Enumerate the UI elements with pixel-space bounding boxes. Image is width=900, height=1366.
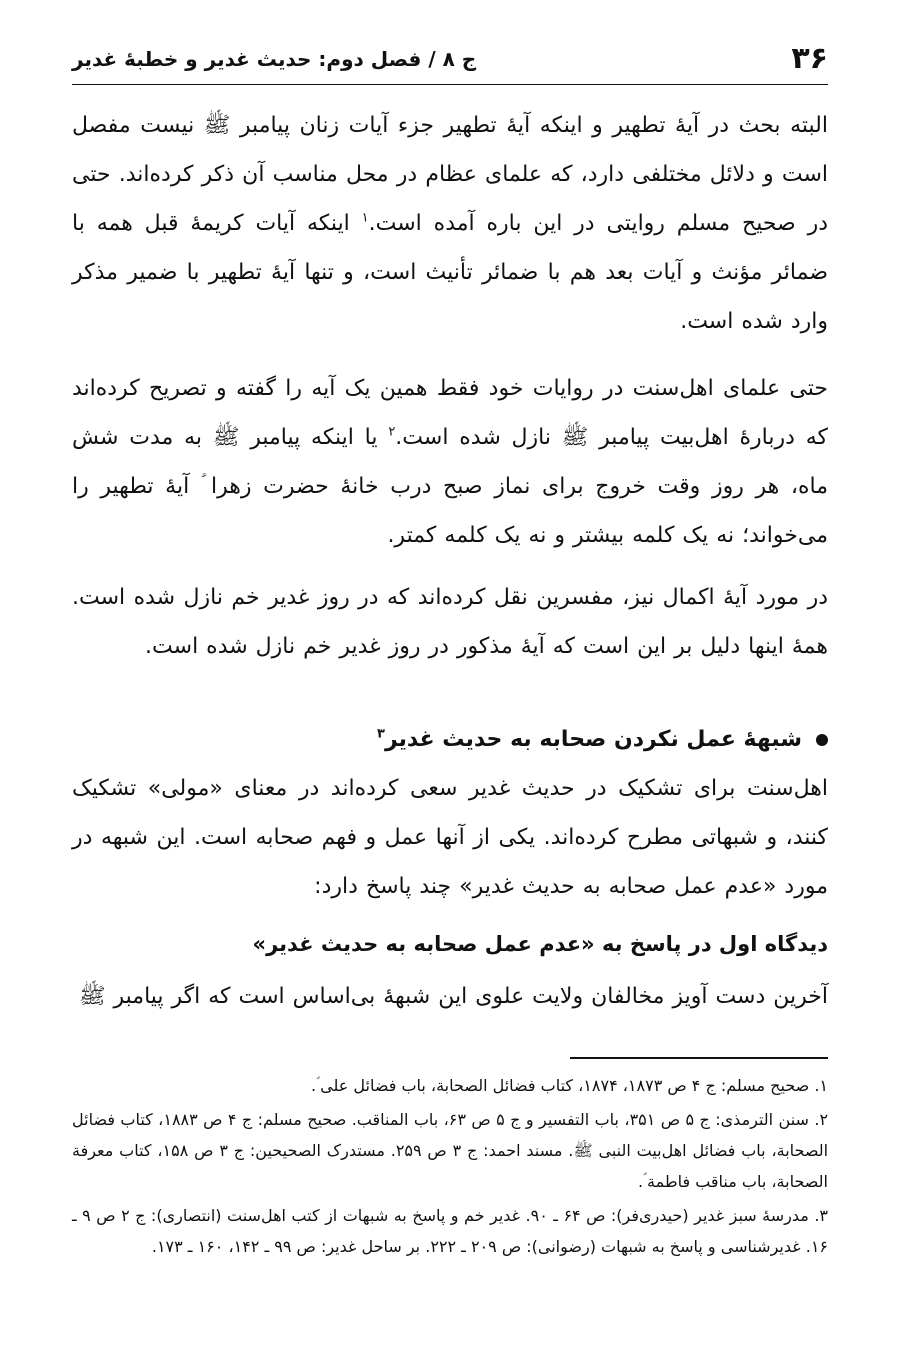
footnote-ref-3[interactable]: ۳ xyxy=(377,726,385,742)
footnote-ref-2[interactable]: ۲ xyxy=(388,424,396,440)
footnote-ref-1[interactable]: ۱ xyxy=(361,210,369,226)
body-paragraph-1: البته بحث در آیۀ تطهیر و اینکه آیۀ تطهیر جزء آیات زنان پیامبر ﷺ نیست مفصل است و دلائل مختلفی دارد، که علمای عظام در محل مناسب آن ذکر کرده‌اند. حتی در صحیح مسلم روایتی در این باره آمده است.$^۱$ اینکه آیات کریمۀ قبل همه با ضمائر مؤنث و آیات بعد هم با ضمائر تأنیث است، و تنها آیۀ تطهیر با ضمیر مذکر وارد شده است. xyxy=(72,113,829,334)
subheading: دیدگاه اول در پاسخ به «عدم عمل صحابه به حدیث غدیر» xyxy=(252,932,828,956)
footnote-1: ۱. صحیح مسلم: ج ۴ ص ۱۸۷۳، ۱۸۷۴، کتاب فضائل الصحابة، باب فضائل علی ؑ. xyxy=(311,1076,828,1095)
book-page xyxy=(72,0,828,1366)
body-paragraph-3: در مورد آیۀ اکمال نیز، مفسرین نقل کرده‌اند که در روز غدیر خم نازل شده است. همۀ اینها دلیل بر این است که آیۀ مذکور در روز غدیر خم نازل شده است. xyxy=(72,585,828,659)
footnote-3: ۳. مدرسۀ سبز غدیر (حیدری‌فر): ص ۶۴ ـ ۹۰. غدیر خم و پاسخ به شبهات از کتب اهل‌سنت (انتصاری): ج ۲ ص ۹ ـ ۱۶. غدیرشناسی و پاسخ به شبهات (رضوانی): ص ۲۰۹ ـ ۲۲۲. بر ساحل غدیر: ص ۹۹ ـ ۱۴۲، ۱۶۰ ـ ۱۷۳. xyxy=(72,1206,829,1256)
footnote-2: ۲. سنن الترمذی: ج ۵ ص ۳۵۱، باب التفسیر و ج ۵ ص ۶۳، باب المناقب. صحیح مسلم: ج ۴ ص ۱۸۸۳، کتاب فضائل الصحابة، باب فضائل اهل‌بیت النبی ﷺ. مسند احمد: ج ۳ ص ۲۵۹. مستدرک الصحیحین: ج ۳ ص ۱۵۸، کتاب معرفة الصحابة، باب مناقب فاطمة ؑ. xyxy=(72,1110,829,1191)
section-title: شبهۀ عمل نکردن صحابه به حدیث غدیر$^۳$ xyxy=(377,726,802,752)
bullet-icon xyxy=(816,734,828,746)
section-heading xyxy=(72,720,828,760)
page-header xyxy=(72,34,828,85)
running-title: ج ۸ / فصل دوم: حدیث غدیر و خطبۀ غدیر xyxy=(72,47,477,71)
footnote-divider xyxy=(570,1057,828,1059)
page-number: ۳۶ xyxy=(791,41,828,76)
footnotes-list xyxy=(72,1070,828,1265)
body-paragraph-2: حتی علمای اهل‌سنت در روایات خود فقط همین یک آیه را گفته و تصریح کرده‌اند که دربارۀ اهل‌بیت پیامبر ﷺ نازل شده است.$^۲$ یا اینکه پیامبر ﷺ به مدت شش ماه، هر روز وقت خروج برای نماز صبح درب خانۀ حضرت زهرا ؑ آیۀ تطهیر را می‌خواند؛ نه یک کلمه بیشتر و نه یک کلمه کمتر. xyxy=(72,376,828,548)
section-paragraph: اهل‌سنت برای تشکیک در حدیث غدیر سعی کرده‌اند در معنای «مولی» تشکیک کنند، و شبهاتی مطرح کرده‌اند. یکی از آنها عمل و فهم صحابه است. این شبهه در مورد «عدم عمل صحابه به حدیث غدیر» چند پاسخ دارد: xyxy=(72,776,828,899)
trailing-line: آخرین دست آویز مخالفان ولایت علوی این شبهۀ بی‌اساس است که اگر پیامبر ﷺ xyxy=(78,984,828,1009)
